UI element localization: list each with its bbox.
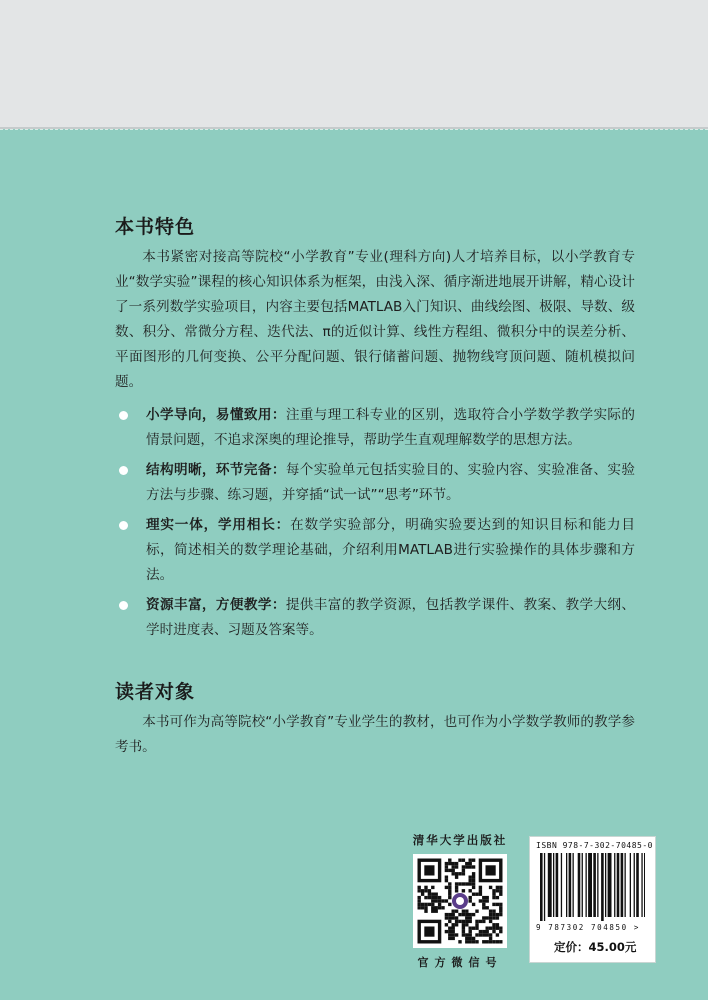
feature-item: [115, 593, 635, 643]
feature-title: 理实一体，学用相长：: [146, 517, 291, 533]
features-section: [115, 212, 635, 648]
barcode-icon: [540, 853, 645, 921]
feature-text: 在数学实验部分，明确实验要达到的知识目标和能力目标，简述相关的数学理论基础，介绍利用MATLAB进行实验操作的具体步骤和方法。: [146, 517, 635, 583]
feature-item: [115, 513, 635, 588]
feature-title: 小学导向，易懂致用：: [146, 407, 286, 423]
publisher-block: [410, 832, 510, 970]
isbn-digits: 9 787302 704850 >: [536, 923, 640, 932]
feature-text: 每个实验单元包括实验目的、实验内容、实验准备、实验方法与步骤、练习题，并穿插“试一试”“思考”环节。: [146, 462, 636, 503]
feature-item: [115, 458, 635, 508]
audience-text: 本书可作为高等院校“小学教育”专业学生的教材，也可作为小学数学教师的教学参考书。: [115, 714, 635, 755]
bullet-icon: [119, 521, 128, 530]
feature-item: [115, 403, 635, 453]
fold-line: [0, 129, 708, 130]
bullet-icon: [119, 466, 128, 475]
isbn-text: ISBN 978-7-302-70485-0: [536, 841, 653, 850]
audience-heading: 读者对象: [115, 681, 196, 703]
feature-title: 结构明晰，环节完备：: [146, 462, 286, 478]
isbn-barcode-box: [529, 836, 656, 963]
publisher-name: 清华大学出版社: [412, 833, 508, 847]
price-label: 定价：45.00元: [554, 940, 637, 954]
features-intro: 本书紧密对接高等院校“小学教育”专业(理科方向)人才培养目标，以小学教育专业“数学实验”课程的核心知识体系为框架，由浅入深、循序渐进地展开讲解，精心设计了一系列数学实验项目，内容主要包括MATLAB入门知识、曲线绘图、极限、导数、级数、积分、常微分方程、迭代法、π的近似计算、线性方程组、微积分中的误差分析、平面图形的几何变换、公平分配问题、银行储蓄问题、抛物线穹顶问题、随机模拟问题。: [115, 249, 635, 390]
qr-code-icon: [413, 854, 507, 948]
bullet-icon: [119, 411, 128, 420]
top-band: [0, 0, 708, 129]
audience-section: [115, 677, 635, 760]
bullet-icon: [119, 601, 128, 610]
qr-caption: 官方微信号: [417, 956, 503, 969]
feature-text: 注重与理工科专业的区别，选取符合小学数学教学实际的情景问题，不追求深奥的理论推导，帮助学生直观理解数学的思想方法。: [146, 407, 636, 448]
feature-title: 资源丰富，方便教学：: [146, 597, 286, 613]
features-heading: 本书特色: [115, 216, 196, 238]
feature-list: [115, 403, 635, 643]
feature-text: 提供丰富的教学资源，包括教学课件、教案、教学大纲、学时进度表、习题及答案等。: [146, 597, 636, 638]
